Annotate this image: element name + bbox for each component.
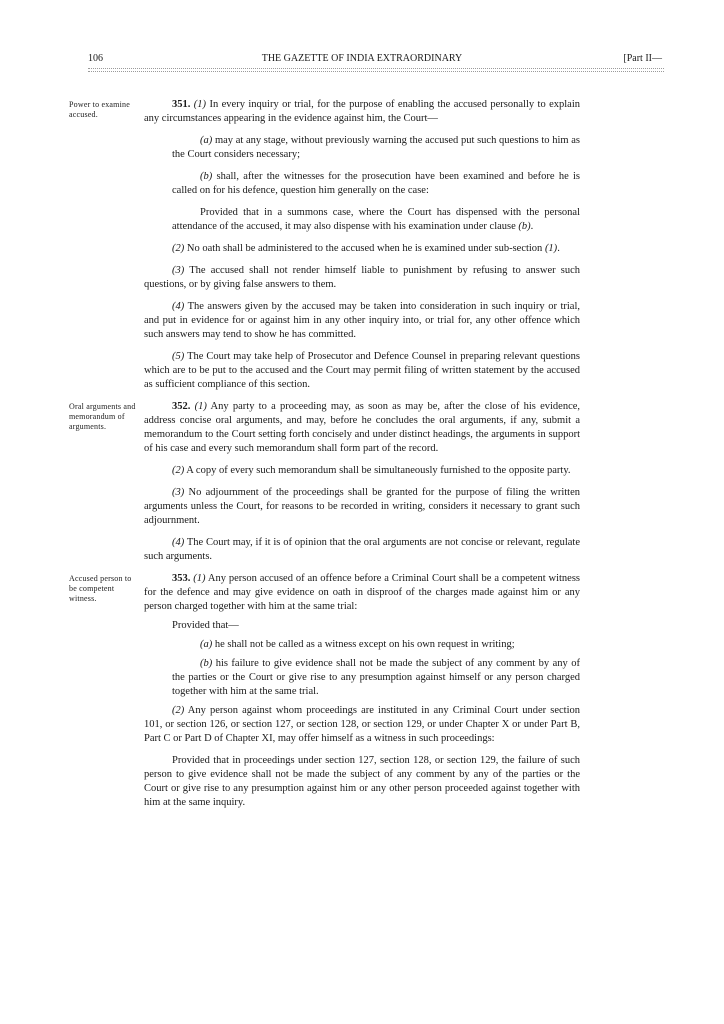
subsection-ref: (1)	[544, 243, 558, 254]
paragraph-text: No adjournment of the proceedings shall be granted for the purpose of filing the written arguments unless the Court, for reasons to be recorded in writing, considers it necessary to grant such adjournment.	[144, 487, 581, 526]
paragraph-text: The accused shall not render himself liable to punishment by refusing to answer such questions, or by giving false answers to them.	[144, 265, 581, 290]
section-352-sub-3	[144, 486, 580, 528]
margin-note-352: Oral arguments and memorandum of arguments.	[69, 402, 136, 431]
clause-text: may at any stage, without previously warning the accused put such questions to him as the Court considers necessary;	[172, 135, 581, 160]
section-number-353: 353.	[172, 573, 191, 584]
section-351-sub-5	[144, 350, 580, 392]
part-label: [Part II—	[623, 53, 662, 64]
paragraph-text: Any party to a proceeding may, as soon as may be, after the close of his evidence, address concise oral arguments, and may, before he concludes the oral arguments, if any, submit a memorandum to the Court setting forth concisely and under distinct headings, the arguments in support of his case and every such memorandum shall form part of the record.	[144, 401, 581, 454]
proviso-text: Provided that in proceedings under section 127, section 128, or section 129, the failure of such person to give evidence shall not be made the subject of any comment by any of the parties or the Court or give rise to any presumption against him or any other person proceeded against together with him at the same inquiry.	[144, 755, 580, 808]
proviso-351	[144, 206, 580, 234]
paragraph-text: In every inquiry or trial, for the purpose of enabling the accused personally to explain any circumstances appearing in the evidence against him, the Court—	[144, 99, 581, 124]
section-353-sub-2	[144, 704, 580, 746]
subsection-num: (3)	[172, 487, 185, 498]
header-rule	[88, 68, 664, 69]
proviso-text: Provided that in a summons case, where the Court has dispensed with the personal attendance of the accused, it may also dispense with his examination under clause	[172, 207, 580, 232]
clause-label: (b)	[200, 171, 213, 182]
proviso-353-intro	[144, 619, 580, 633]
section-351-para-1	[69, 98, 581, 126]
gazette-title: THE GAZETTE OF INDIA EXTRAORDINARY	[261, 53, 463, 64]
clause-353-a	[144, 638, 580, 652]
paragraph-text: The Court may, if it is of opinion that the oral arguments are not concise or relevant, regulate such arguments.	[144, 537, 581, 562]
clause-label: (b)	[200, 658, 213, 669]
subsection-num: (5)	[172, 351, 185, 362]
subsection-num: (4)	[172, 537, 185, 548]
clause-text: he shall not be called as a witness except on his own request in writing;	[214, 639, 515, 650]
paragraph-text: A copy of every such memorandum shall be simultaneously furnished to the opposite party.	[186, 465, 571, 476]
clause-ref: (b)	[518, 221, 531, 232]
clause-353-b	[144, 657, 580, 699]
document-body	[69, 98, 581, 818]
clause-351-b	[144, 170, 580, 198]
paragraph-text: The Court may take help of Prosecutor and Defence Counsel in preparing relevant questions which are to be put to the accused and the Court may permit filing of written statement by the accused as sufficient compliance of this section.	[144, 351, 580, 390]
section-number-351: 351.	[172, 99, 191, 110]
section-number-352: 352.	[172, 401, 191, 412]
section-351-sub-3	[144, 264, 580, 292]
subsection-num: (4)	[172, 301, 185, 312]
margin-note-351: Power to examine accused.	[69, 100, 130, 119]
subsection-num: (1)	[193, 99, 207, 110]
subsection-num: (1)	[194, 401, 207, 412]
subsection-num: (1)	[193, 573, 206, 584]
paragraph-text: Any person accused of an offence before a Criminal Court shall be a competent witness for the defence and may give evidence on oath in disproof of the charges made against him or any person charged together with him at the same trial:	[144, 573, 581, 612]
clause-label: (a)	[200, 135, 213, 146]
punct: .	[530, 221, 534, 232]
paragraph-text: Any person against whom proceedings are instituted in any Criminal Court under section 101, or section 126, or section 127, or section 128, or section 129, or under Chapter X or under Part B, Part C or Part D of Chapter XI, may offer himself as a witness in such proceedings:	[144, 705, 581, 744]
subsection-num: (3)	[172, 265, 185, 276]
section-352-sub-4	[144, 536, 580, 564]
page-number: 106	[88, 53, 103, 64]
section-351-sub-4	[144, 300, 580, 342]
subsection-num: (2)	[172, 465, 185, 476]
section-351-sub-2	[144, 242, 580, 256]
clause-label: (a)	[200, 639, 213, 650]
proviso-353-2	[144, 754, 580, 810]
clause-351-a	[144, 134, 580, 162]
margin-note-353: Accused person to be competent witness.	[69, 574, 132, 603]
subsection-num: (2)	[172, 705, 185, 716]
punct: .	[557, 243, 560, 254]
proviso-text: Provided that—	[172, 620, 239, 631]
clause-text: his failure to give evidence shall not be made the subject of any comment by any of the parties or the Court or give rise to any presumption against himself or any person charged together with him at the same trial.	[172, 658, 580, 697]
paragraph-text: No oath shall be administered to the accused when he is examined under sub-section	[186, 243, 543, 254]
section-353-sub-1	[69, 572, 581, 614]
header-rule-2	[88, 71, 664, 72]
clause-text: shall, after the witnesses for the prosecution have been examined and before he is called on for his defence, question him generally on the case:	[172, 171, 581, 196]
subsection-num: (2)	[172, 243, 185, 254]
section-352-sub-2	[144, 464, 580, 478]
paragraph-text: The answers given by the accused may be taken into consideration in such inquiry or trial, and put in evidence for or against him in any other inquiry into, or trial for, any other offence which such answers may tend to show he has committed.	[144, 301, 580, 340]
section-352-sub-1	[69, 400, 581, 456]
